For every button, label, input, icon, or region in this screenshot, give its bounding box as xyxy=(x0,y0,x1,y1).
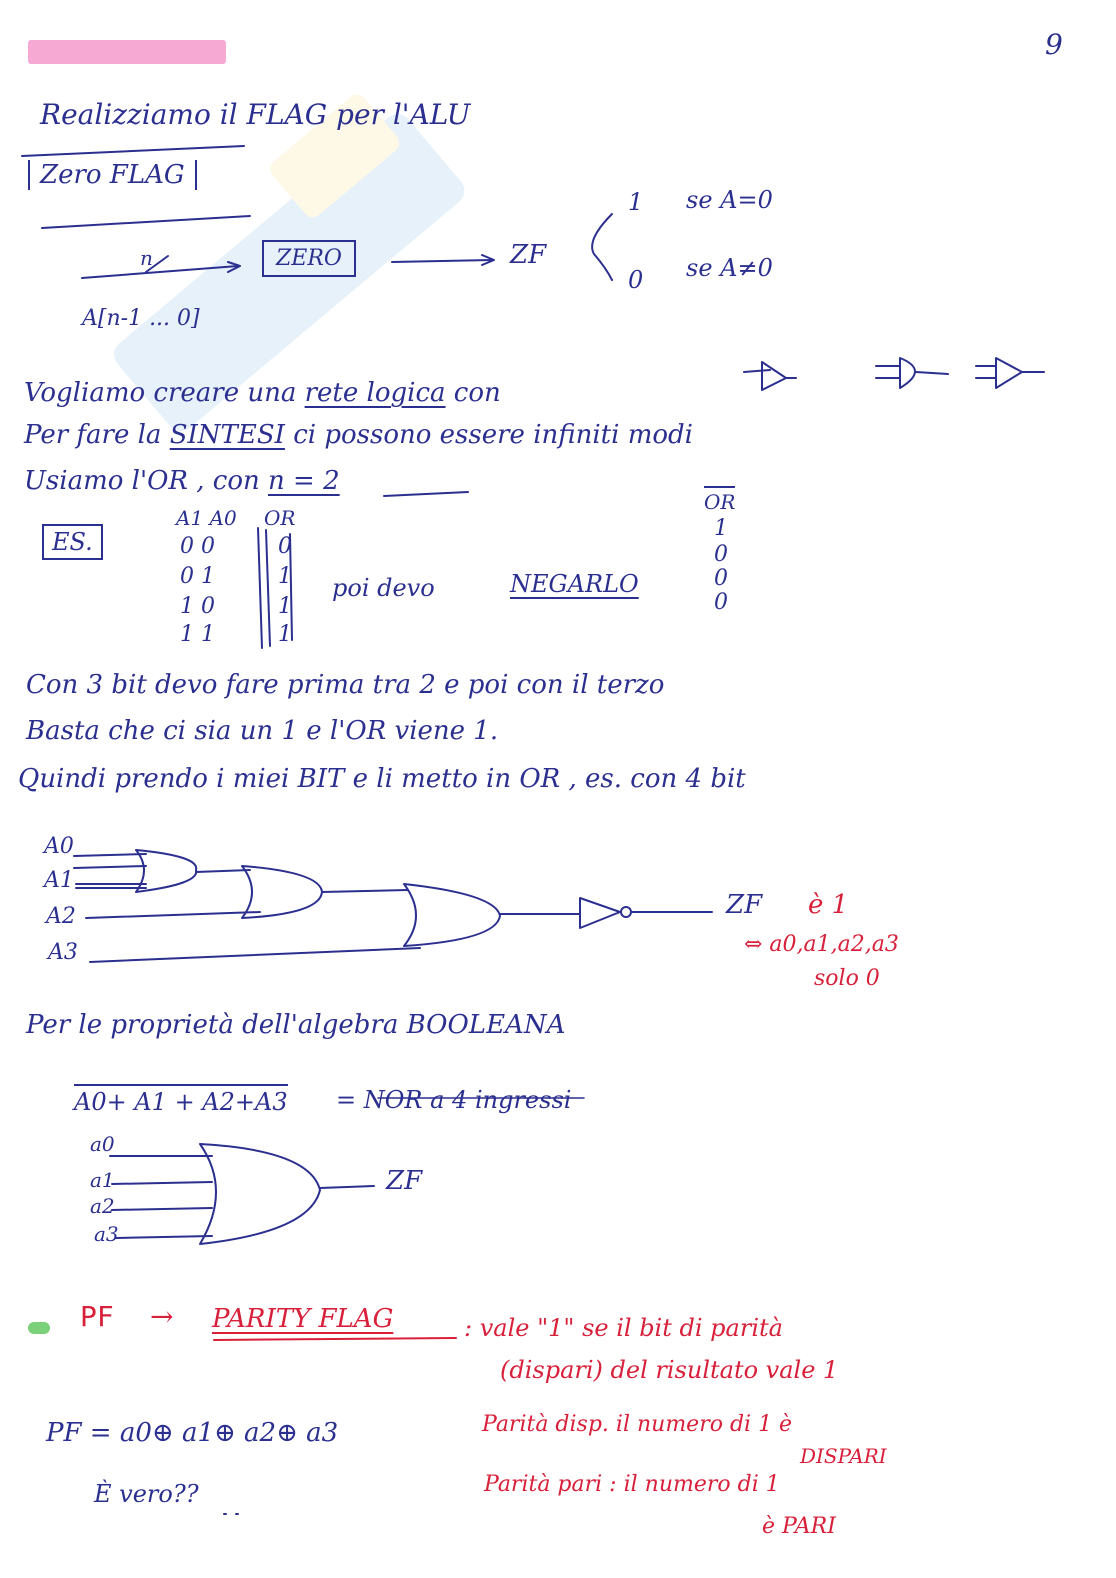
paragraph2-line2: Basta che ci sia un 1 e l'OR viene 1. xyxy=(26,716,499,746)
p1-text-link: rete logica xyxy=(304,378,446,408)
zf-output: ZF xyxy=(510,240,547,270)
row-or-1: 1 xyxy=(278,564,292,589)
input-name: A[n-1 ... 0] xyxy=(82,306,200,331)
formula-left: A0+ A1 + A2+A3 xyxy=(74,1084,288,1116)
row-nor-1: 0 xyxy=(714,542,728,567)
c1-wires-a xyxy=(74,854,146,888)
row-a-2: 1 0 xyxy=(180,594,215,619)
zero-block: ZERO xyxy=(262,240,356,277)
row-a-1: 0 1 xyxy=(180,564,215,589)
c2-or-gate xyxy=(200,1144,320,1244)
c2-output-wire xyxy=(320,1186,374,1188)
and-gate-sketch xyxy=(976,358,1044,388)
p1-line3-a: Usiamo l'OR , con xyxy=(24,466,260,496)
parity-even-line: Parità pari : il numero di 1 xyxy=(484,1472,780,1497)
c1-wire-mid2 xyxy=(322,890,408,892)
row-nor-3: 0 xyxy=(714,590,728,615)
heading-underline xyxy=(42,216,250,228)
case1-value: 1 xyxy=(628,188,644,216)
heading-overline xyxy=(22,146,244,156)
c1-input-3: A3 xyxy=(48,940,78,965)
c2-input-3: a3 xyxy=(94,1222,119,1246)
c1-input-2: A2 xyxy=(46,904,76,929)
parity-title: PARITY FLAG xyxy=(212,1304,394,1334)
c1-wire-a3 xyxy=(90,948,420,962)
c1-input-1: A1 xyxy=(44,868,74,893)
c1-result-b: ⇔ a0,a1,a2,a3 xyxy=(744,932,899,957)
example-label: ES. xyxy=(42,524,103,560)
bus-slash xyxy=(146,256,168,272)
row-nor-2: 0 xyxy=(714,566,728,591)
c1-or-gate-1 xyxy=(136,850,196,892)
input-arrow xyxy=(82,262,240,278)
parity-arrow: → xyxy=(150,1300,174,1333)
c2-wires xyxy=(110,1156,212,1238)
zf-arrow xyxy=(392,255,494,265)
table-header-a: A1 A0 xyxy=(176,506,237,530)
parity-odd-word: DISPARI xyxy=(800,1444,887,1468)
case1-condition: se A=0 xyxy=(686,186,773,214)
parity-desc-2: (dispari) del risultato vale 1 xyxy=(500,1356,839,1384)
parity-question: È vero?? xyxy=(94,1480,199,1508)
c1-not-bubble xyxy=(621,907,631,917)
c2-input-0: a0 xyxy=(90,1132,115,1156)
parity-label: PF xyxy=(80,1300,114,1333)
row-nor-0: 1 xyxy=(714,516,728,541)
note-negate: NEGARLO xyxy=(510,570,639,598)
or-gate-sketch xyxy=(876,358,948,388)
c1-wire-a2 xyxy=(86,912,260,918)
c1-result-a: è 1 xyxy=(808,890,849,920)
case2-condition: se A≠0 xyxy=(686,254,773,282)
row-or-2: 1 xyxy=(278,594,292,619)
page-title: Realizziamo il FLAG per l'ALU xyxy=(40,98,471,131)
c2-output: ZF xyxy=(386,1166,423,1196)
row-a-0: 0 0 xyxy=(180,534,215,559)
table-bars xyxy=(258,528,292,648)
c1-input-0: A0 xyxy=(44,834,74,859)
parity-even-word: è PARI xyxy=(762,1514,836,1539)
p1-line2-b: ci possono essere infiniti modi xyxy=(293,420,693,450)
case2-value: 0 xyxy=(628,266,644,294)
parity-odd-line: Parità disp. il numero di 1 è xyxy=(482,1412,793,1437)
p1-line2-a: Per fare la xyxy=(24,420,162,450)
c2-input-1: a1 xyxy=(90,1168,115,1192)
paragraph2-line1: Con 3 bit devo fare prima tra 2 e poi con il terzo xyxy=(26,670,665,700)
p1-line3-link: n = 2 xyxy=(268,466,340,496)
formula-right: = NOR a 4 ingressi xyxy=(336,1086,572,1114)
paragraph2-line3: Quindi prendo i miei BIT e li metto in OR , es. con 4 bit xyxy=(18,764,746,794)
zero-flag-heading: Zero FLAG xyxy=(28,160,197,190)
parity-desc-1: : vale "1" se il bit di parità xyxy=(464,1314,783,1342)
row-a-3: 1 1 xyxy=(180,622,215,647)
p1-text-b: con xyxy=(453,378,501,408)
c1-not-gate xyxy=(500,898,620,928)
paragraph3-line1: Per le proprietà dell'algebra BOOLEANA xyxy=(26,1010,566,1040)
bus-width-label: n xyxy=(140,246,153,270)
row-or-3: 1 xyxy=(278,622,292,647)
c1-or-gate-3 xyxy=(404,884,500,946)
case-brace xyxy=(592,214,612,280)
parity-underline xyxy=(214,1338,456,1340)
page-number: 9 xyxy=(1045,28,1063,61)
table-header-or: OR xyxy=(264,506,296,530)
c1-or-gate-2 xyxy=(242,866,322,918)
c1-wire-mid xyxy=(196,870,250,872)
parity-formula: PF = a0⊕ a1⊕ a2⊕ a3 xyxy=(46,1418,339,1448)
p1-text-a: Vogliamo creare una xyxy=(24,378,297,408)
not-gate-sketch xyxy=(744,362,796,390)
row-or-0: 0 xyxy=(278,534,292,559)
note-then: poi devo xyxy=(332,574,435,602)
table-header-nor: OR xyxy=(704,486,735,514)
p1-line2-link: SINTESI xyxy=(169,420,285,450)
c1-output: ZF xyxy=(726,890,763,920)
c1-result-c: solo 0 xyxy=(814,966,880,991)
n2-underline xyxy=(384,492,468,496)
c2-input-2: a2 xyxy=(90,1194,115,1218)
